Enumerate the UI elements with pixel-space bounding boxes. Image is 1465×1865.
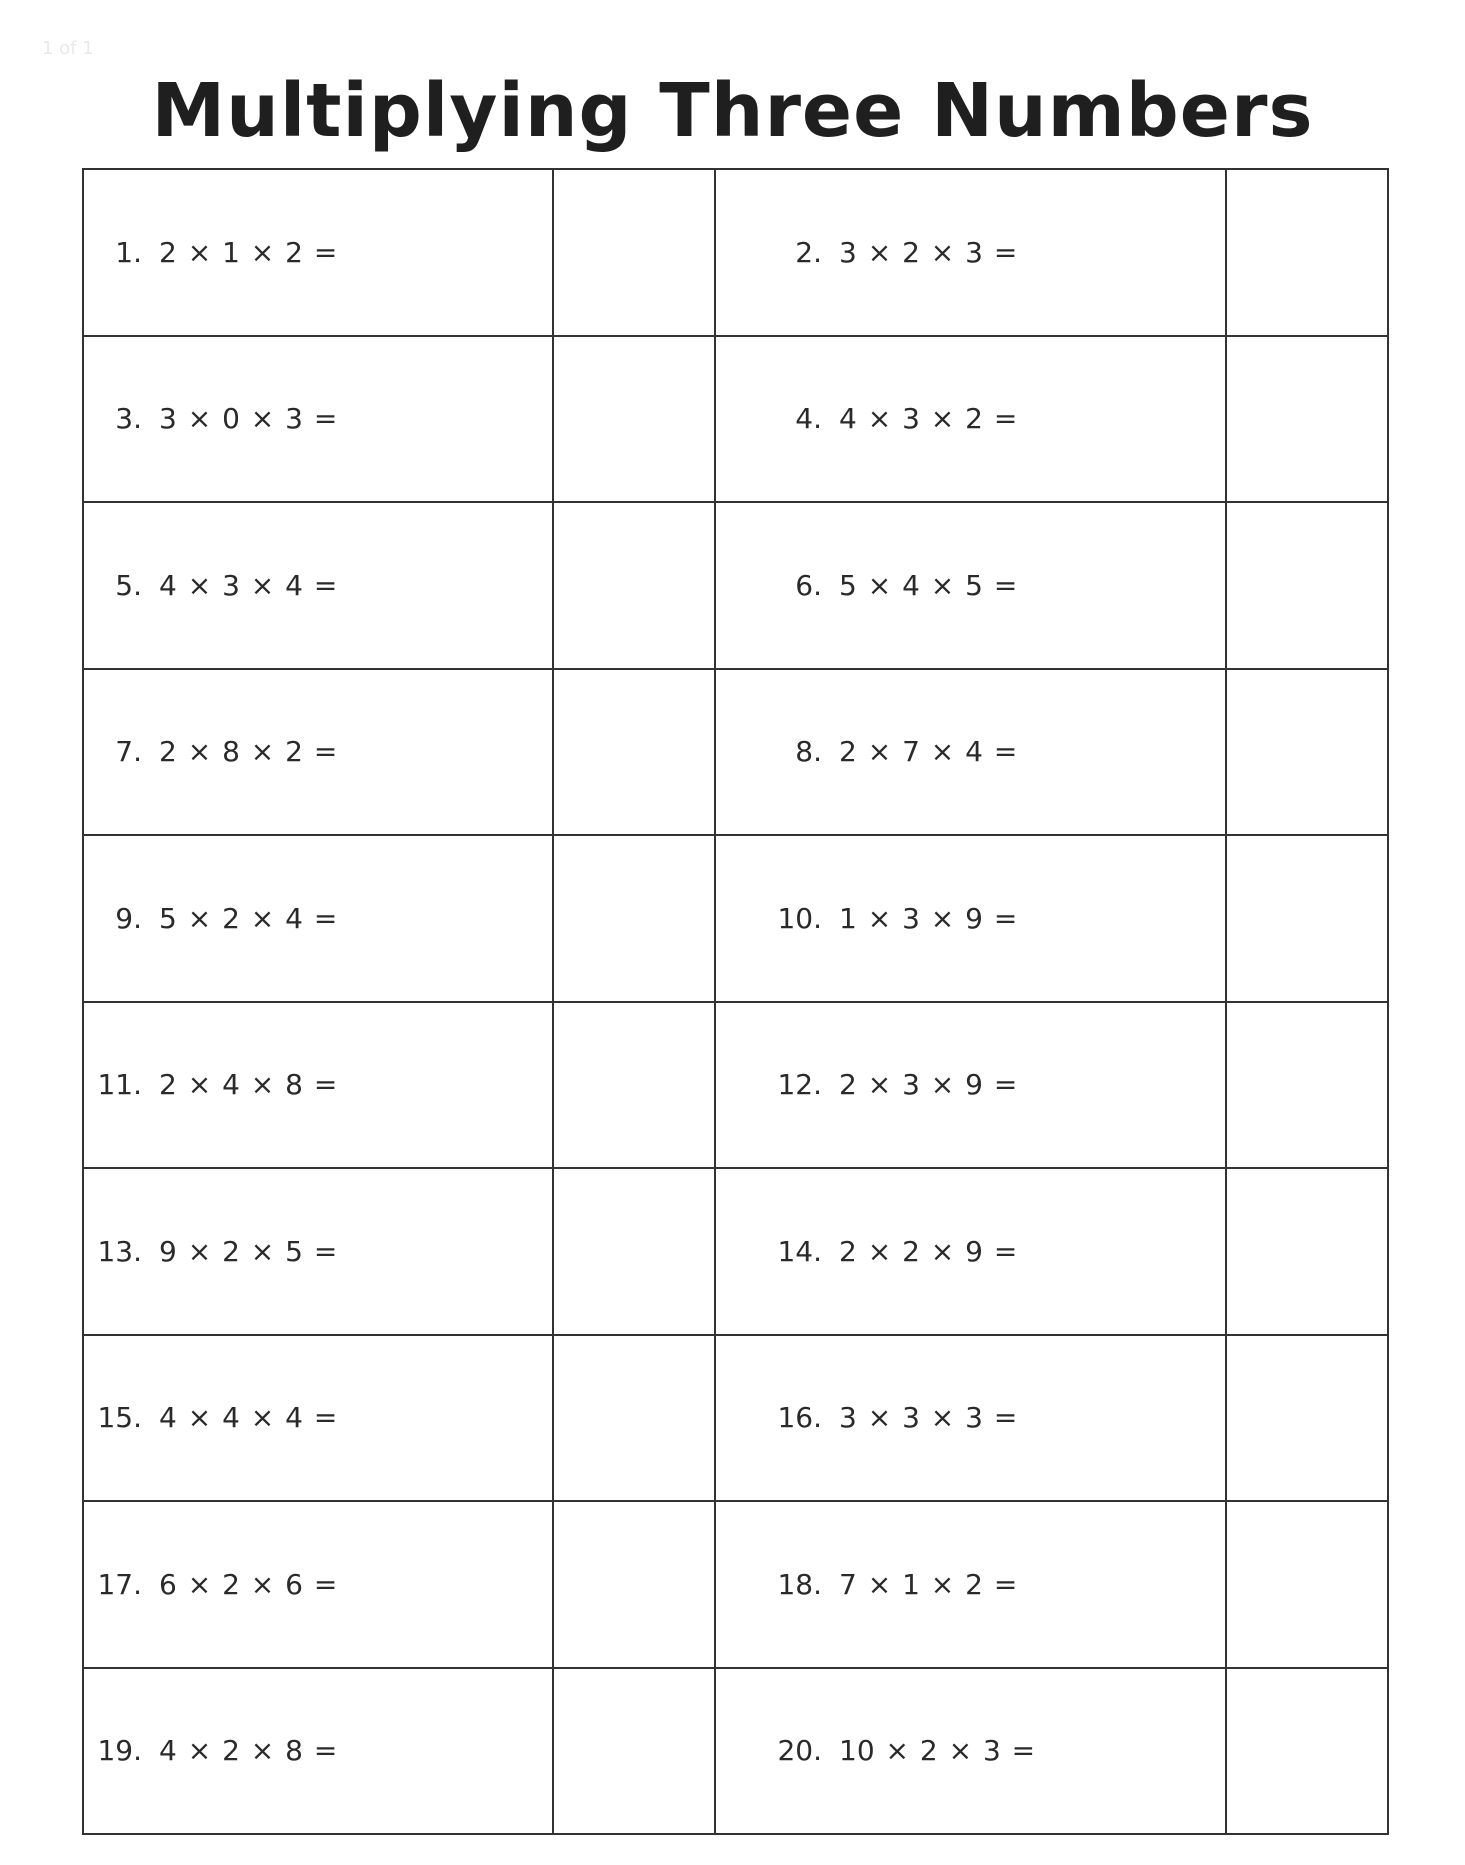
- answer-box[interactable]: [553, 1335, 715, 1502]
- answer-box[interactable]: [553, 1002, 715, 1169]
- question-cell: [715, 502, 1226, 669]
- answer-box[interactable]: [1226, 169, 1388, 336]
- question-number: 18.: [777, 1567, 822, 1601]
- question-number: 19.: [97, 1734, 142, 1768]
- table-row: [83, 1335, 1388, 1502]
- question-expression: 2 × 8 × 2 =: [159, 735, 338, 769]
- page-title: Multiplying Three Numbers: [151, 67, 1314, 154]
- question-cell: [715, 669, 1226, 836]
- question-cell: [715, 336, 1226, 503]
- answer-box[interactable]: [1226, 669, 1388, 836]
- answer-box[interactable]: [1226, 336, 1388, 503]
- question-expression: 3 × 0 × 3 =: [159, 402, 338, 436]
- question: [84, 1734, 552, 1767]
- question: [84, 1068, 552, 1101]
- question: [716, 1568, 1225, 1601]
- answer-box[interactable]: [553, 835, 715, 1002]
- question-expression: 1 × 3 × 9 =: [839, 901, 1018, 935]
- question-number: 15.: [97, 1401, 142, 1435]
- question-expression: 3 × 3 × 3 =: [839, 1401, 1018, 1435]
- question: [716, 1734, 1225, 1767]
- question-cell: [83, 1335, 553, 1502]
- question-number: 4.: [795, 402, 822, 436]
- page-marker: 1 of 1: [42, 38, 94, 59]
- question-expression: 5 × 2 × 4 =: [159, 901, 338, 935]
- question-expression: 2 × 3 × 9 =: [839, 1068, 1018, 1102]
- question-expression: 4 × 3 × 2 =: [839, 402, 1018, 436]
- question: [716, 1401, 1225, 1434]
- worksheet-body: [83, 169, 1388, 1834]
- question-cell: [83, 669, 553, 836]
- table-row: [83, 1668, 1388, 1835]
- answer-box[interactable]: [553, 1168, 715, 1335]
- question-expression: 4 × 3 × 4 =: [159, 568, 338, 602]
- question: [716, 1235, 1225, 1268]
- question-expression: 2 × 4 × 8 =: [159, 1068, 338, 1102]
- question-expression: 7 × 1 × 2 =: [839, 1567, 1018, 1601]
- question-expression: 4 × 4 × 4 =: [159, 1401, 338, 1435]
- table-row: [83, 336, 1388, 503]
- question-expression: 9 × 2 × 5 =: [159, 1234, 338, 1268]
- question-cell: [715, 1168, 1226, 1335]
- question-number: 10.: [777, 901, 822, 935]
- table-row: [83, 169, 1388, 336]
- worksheet-table: [82, 168, 1389, 1835]
- question-number: 5.: [115, 568, 142, 602]
- question: [84, 569, 552, 602]
- question-number: 1.: [115, 235, 142, 269]
- question: [84, 735, 552, 768]
- question: [716, 236, 1225, 269]
- question: [716, 735, 1225, 768]
- question-cell: [83, 835, 553, 1002]
- question-number: 13.: [97, 1234, 142, 1268]
- question-expression: 6 × 2 × 6 =: [159, 1567, 338, 1601]
- question: [84, 236, 552, 269]
- answer-box[interactable]: [553, 169, 715, 336]
- question-cell: [715, 1668, 1226, 1835]
- answer-box[interactable]: [1226, 1335, 1388, 1502]
- question-number: 20.: [777, 1734, 822, 1768]
- question-number: 6.: [795, 568, 822, 602]
- table-row: [83, 1002, 1388, 1169]
- answer-box[interactable]: [1226, 502, 1388, 669]
- table-row: [83, 669, 1388, 836]
- question-number: 17.: [97, 1567, 142, 1601]
- question-number: 3.: [115, 402, 142, 436]
- table-row: [83, 1168, 1388, 1335]
- answer-box[interactable]: [553, 1501, 715, 1668]
- question-number: 9.: [115, 901, 142, 935]
- question-expression: 2 × 7 × 4 =: [839, 735, 1018, 769]
- question-expression: 2 × 2 × 9 =: [839, 1234, 1018, 1268]
- question-number: 2.: [795, 235, 822, 269]
- answer-box[interactable]: [553, 1668, 715, 1835]
- question-number: 14.: [777, 1234, 822, 1268]
- question-cell: [83, 1002, 553, 1169]
- question: [716, 902, 1225, 935]
- question-cell: [715, 1335, 1226, 1502]
- question-expression: 2 × 1 × 2 =: [159, 235, 338, 269]
- question-cell: [715, 169, 1226, 336]
- answer-box[interactable]: [1226, 1668, 1388, 1835]
- table-row: [83, 835, 1388, 1002]
- answer-box[interactable]: [1226, 1002, 1388, 1169]
- question: [84, 1235, 552, 1268]
- question-cell: [83, 1501, 553, 1668]
- question-number: 7.: [115, 735, 142, 769]
- question-cell: [83, 1168, 553, 1335]
- question-number: 8.: [795, 735, 822, 769]
- question: [716, 1068, 1225, 1101]
- answer-box[interactable]: [1226, 835, 1388, 1002]
- answer-box[interactable]: [553, 336, 715, 503]
- question-expression: 4 × 2 × 8 =: [159, 1734, 338, 1768]
- table-row: [83, 502, 1388, 669]
- question-expression: 5 × 4 × 5 =: [839, 568, 1018, 602]
- question-cell: [715, 1002, 1226, 1169]
- question: [84, 1401, 552, 1434]
- table-row: [83, 1501, 1388, 1668]
- question-number: 12.: [777, 1068, 822, 1102]
- question-number: 11.: [97, 1068, 142, 1102]
- answer-box[interactable]: [553, 669, 715, 836]
- question-cell: [715, 1501, 1226, 1668]
- question-cell: [715, 835, 1226, 1002]
- question-cell: [83, 336, 553, 503]
- question: [716, 402, 1225, 435]
- question: [716, 569, 1225, 602]
- question-expression: 3 × 2 × 3 =: [839, 235, 1018, 269]
- question-cell: [83, 1668, 553, 1835]
- answer-box[interactable]: [1226, 1168, 1388, 1335]
- question-cell: [83, 169, 553, 336]
- question-cell: [83, 502, 553, 669]
- question: [84, 902, 552, 935]
- answer-box[interactable]: [1226, 1501, 1388, 1668]
- question: [84, 1568, 552, 1601]
- question: [84, 402, 552, 435]
- question-number: 16.: [777, 1401, 822, 1435]
- answer-box[interactable]: [553, 502, 715, 669]
- question-expression: 10 × 2 × 3 =: [839, 1734, 1036, 1768]
